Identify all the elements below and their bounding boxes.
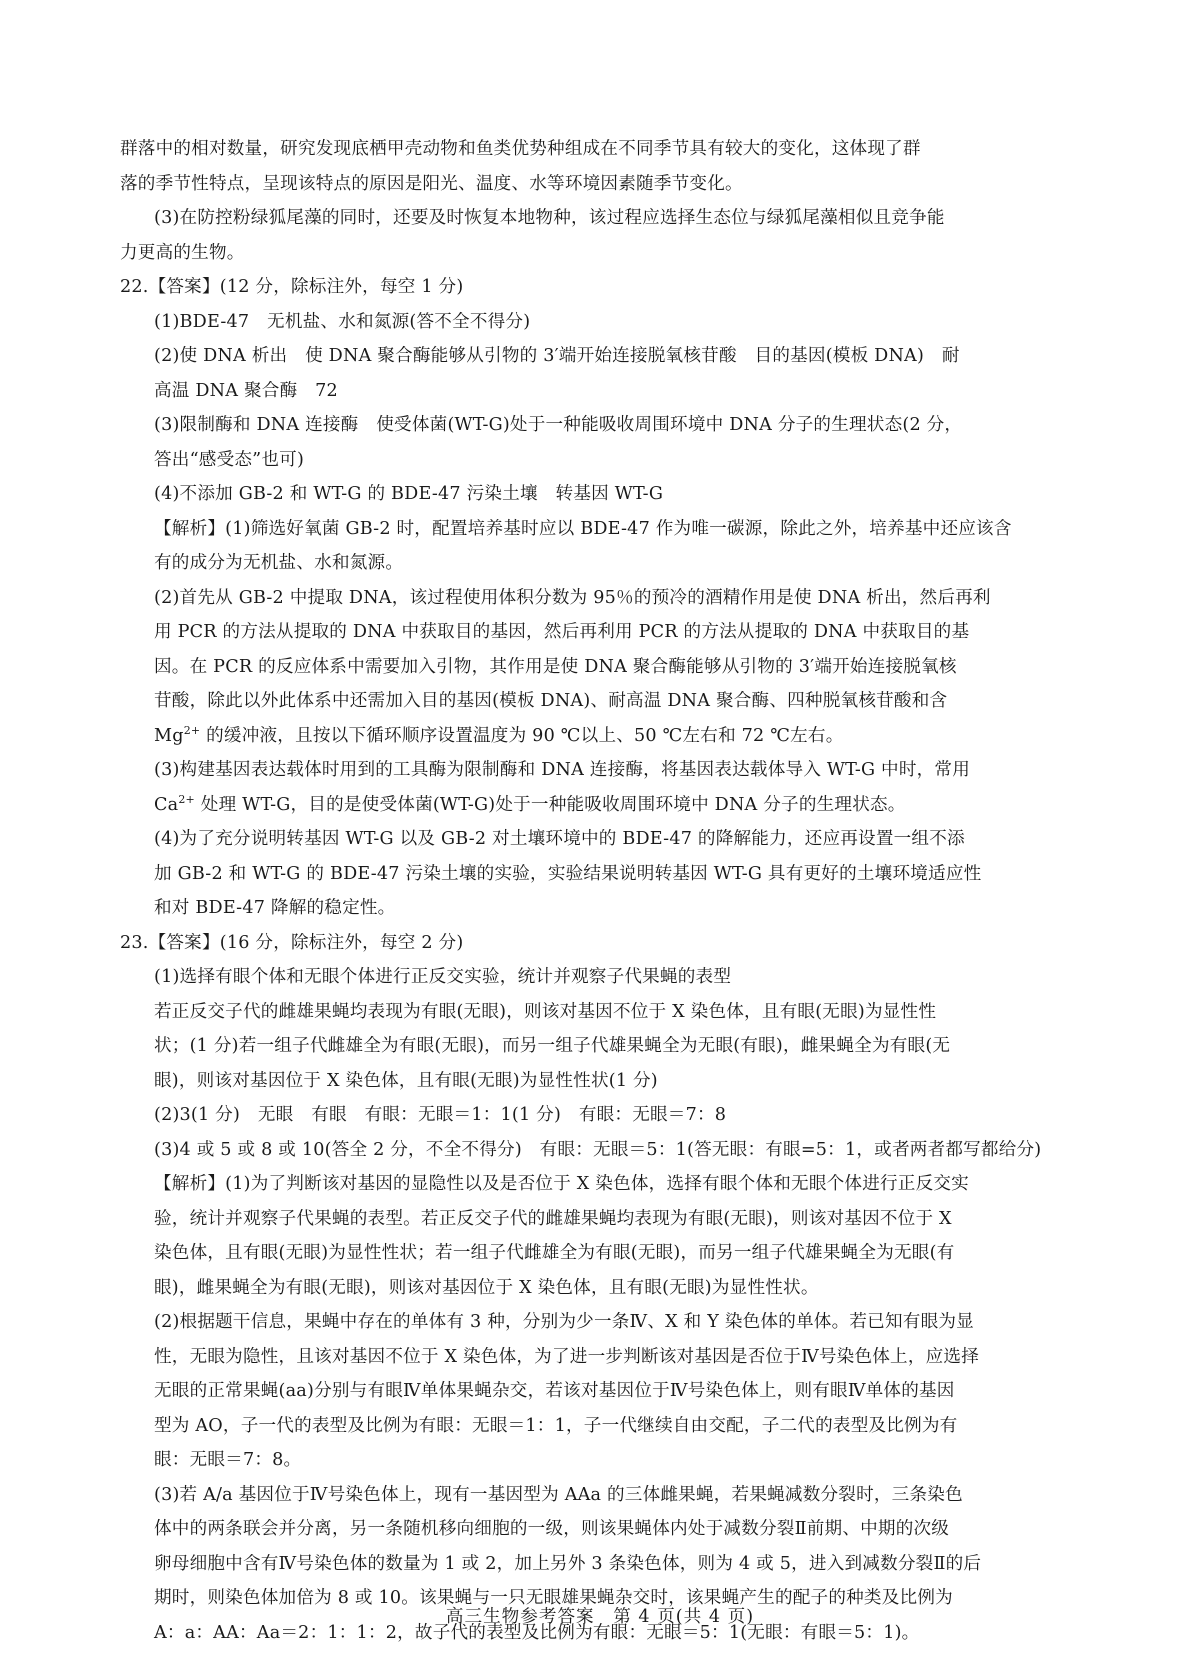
text-line: 眼)，雌果蝇全为有眼(无眼)，则该对基因位于 X 染色体，且有眼(无眼)为显性性状。 <box>154 1277 819 1298</box>
text-line: A：a：AA：Aa＝2：1：1：2，故子代的表型及比例为有眼：无眼＝5：1(无眼：有眼＝5：1)。 <box>154 1622 920 1643</box>
text-line: (3)4 或 5 或 8 或 10(答全 2 分，不全不得分) 有眼：无眼＝5：1(答无眼：有眼=5：1，或者两者都写都给分) <box>154 1139 1042 1160</box>
text-line: 型为 AO，子一代的表型及比例为有眼：无眼＝1：1，子一代继续自由交配，子二代的表型及比例为有 <box>154 1415 958 1436</box>
text-line: (1)选择有眼个体和无眼个体进行正反交实验，统计并观察子代果蝇的表型 <box>154 967 732 987</box>
text-line: 无眼的正常果蝇(aa)分别与有眼Ⅳ单体果蝇杂交，若该对基因位于Ⅳ号染色体上，则有眼Ⅳ单体的基因 <box>154 1381 955 1401</box>
text-line: (3)在防控粉绿狐尾藻的同时，还要及时恢复本地物种，该过程应选择生态位与绿狐尾藻相似且竞争能 <box>154 208 945 228</box>
text-line: (3)构建基因表达载体时用到的工具酶为限制酶和 DNA 连接酶，将基因表达载体导入 WT-G 中时，常用 <box>154 760 971 780</box>
text-line: (3)限制酶和 DNA 连接酶 使受体菌(WT-G)处于一种能吸收周围环境中 DNA 分子的生理状态(2 分， <box>154 415 963 435</box>
text-line: (2)使 DNA 析出 使 DNA 聚合酶能够从引物的 3′端开始连接脱氧核苷酸 目的基因(模板 DNA) 耐 <box>154 346 960 366</box>
text-line: 答出“感受态”也可) <box>154 449 305 470</box>
text-line: 体中的两条联会并分离，另一条随机移向细胞的一级，则该果蝇体内处于减数分裂Ⅱ前期、中期的次级 <box>154 1519 950 1539</box>
text-line: 期时，则染色体加倍为 8 或 10。该果蝇与一只无眼雄果蝇杂交时，该果蝇产生的配子的种类及比例为 <box>154 1588 953 1608</box>
text-line: 状；(1 分)若一组子代雌雄全为有眼(无眼)，而另一组子代雄果蝇全为无眼(有眼)，雌果蝇全为有眼(无 <box>154 1036 951 1056</box>
page-footer: 高三生物参考答案 第 4 页(共 4 页) <box>445 1607 755 1627</box>
text-line: 眼)，则该对基因位于 X 染色体，且有眼(无眼)为显性性状(1 分) <box>154 1070 658 1091</box>
text-line: 23.【答案】(16 分，除标注外，每空 2 分) <box>120 932 464 953</box>
text-line: 验，统计并观察子代果蝇的表型。若正反交子代的雌雄果蝇均表现为有眼(无眼)，则该对基因不位于 X <box>154 1208 952 1229</box>
text-line: (3)若 A/a 基因位于Ⅳ号染色体上，现有一基因型为 AAa 的三体雌果蝇，若果蝇减数分裂时，三条染色 <box>154 1484 963 1505</box>
text-line: $Mg^{2+}$ 的缓冲液，且按以下循环顺序设置温度为 90 ℃以上、50 ℃左右和 72 ℃左右。 <box>154 723 844 746</box>
text-line: 眼：无眼＝7：8。 <box>154 1450 302 1470</box>
text-line: 群落中的相对数量，研究发现底栖甲壳动物和鱼类优势种组成在不同季节具有较大的变化，这体现了群 <box>120 139 921 159</box>
text-line: (1)BDE-47 无机盐、水和氮源(答不全不得分) <box>154 311 531 332</box>
text-line: 性，无眼为隐性，且该对基因不位于 X 染色体，为了进一步判断该对基因是否位于Ⅳ号染色体上，应选择 <box>154 1346 980 1367</box>
text-line: 用 PCR 的方法从提取的 DNA 中获取目的基因，然后再利用 PCR 的方法从提取的 DNA 中获取目的基 <box>154 622 970 642</box>
text-line: 卵母细胞中含有Ⅳ号染色体的数量为 1 或 2，加上另外 3 条染色体，则为 4 或 5，进入到减数分裂Ⅱ的后 <box>154 1553 982 1574</box>
text-line: (2)首先从 GB-2 中提取 DNA，该过程使用体积分数为 95％的预冷的酒精作用是使 DNA 析出，然后再利 <box>154 587 991 608</box>
text-line: (2)3(1 分) 无眼 有眼 有眼：无眼＝1：1(1 分) 有眼：无眼＝7：8 <box>154 1105 727 1125</box>
text-line: 因。在 PCR 的反应体系中需要加入引物，其作用是使 DNA 聚合酶能够从引物的 3′端开始连接脱氧核 <box>154 656 957 677</box>
text-line: 【解析】(1)为了判断该对基因的显隐性以及是否位于 X 染色体，选择有眼个体和无眼个体进行正反交实 <box>154 1174 969 1194</box>
text-line: 落的季节性特点，呈现该特点的原因是阳光、温度、水等环境因素随季节变化。 <box>120 173 743 194</box>
text-line: (2)根据题干信息，果蝇中存在的单体有 3 种，分别为少一条Ⅳ、X 和 Y 染色体的单体。若已知有眼为显 <box>154 1312 974 1332</box>
text-line: 高温 DNA 聚合酶 72 <box>154 380 338 401</box>
text-line: 22.【答案】(12 分，除标注外，每空 1 分) <box>120 277 464 297</box>
text-line: (4)为了充分说明转基因 WT-G 以及 GB-2 对土壤环境中的 BDE-47 的降解能力，还应再设置一组不添 <box>154 829 965 849</box>
text-line: 若正反交子代的雌雄果蝇均表现为有眼(无眼)，则该对基因不位于 X 染色体，且有眼(无眼)为显性性 <box>154 1001 937 1022</box>
text-line: $Ca^{2+}$ 处理 WT-G，目的是使受体菌(WT-G)处于一种能吸收周围环境中 DNA 分子的生理状态。 <box>154 792 906 815</box>
text-line: 和对 BDE-47 降解的稳定性。 <box>154 898 396 918</box>
answer-text-body <box>120 132 1070 1650</box>
text-line: (4)不添加 GB-2 和 WT-G 的 BDE-47 污染土壤 转基因 WT-G <box>154 484 664 504</box>
text-line: 苷酸，除此以外此体系中还需加入目的基因(模板 DNA)、耐高温 DNA 聚合酶、四种脱氧核苷酸和含 <box>154 691 948 711</box>
text-line: 力更高的生物。 <box>120 242 245 263</box>
text-line: 有的成分为无机盐、水和氮源。 <box>154 553 404 573</box>
text-line: 加 GB-2 和 WT-G 的 BDE-47 污染土壤的实验，实验结果说明转基因 WT-G 具有更好的土壤环境适应性 <box>154 863 982 884</box>
text-line: 染色体，且有眼(无眼)为显性性状；若一组子代雌雄全为有眼(无眼)，而另一组子代雄果蝇全为无眼(有 <box>154 1243 955 1263</box>
text-line: 【解析】(1)筛选好氧菌 GB-2 时，配置培养基时应以 BDE-47 作为唯一碳源，除此之外，培养基中还应该含 <box>154 518 1012 539</box>
